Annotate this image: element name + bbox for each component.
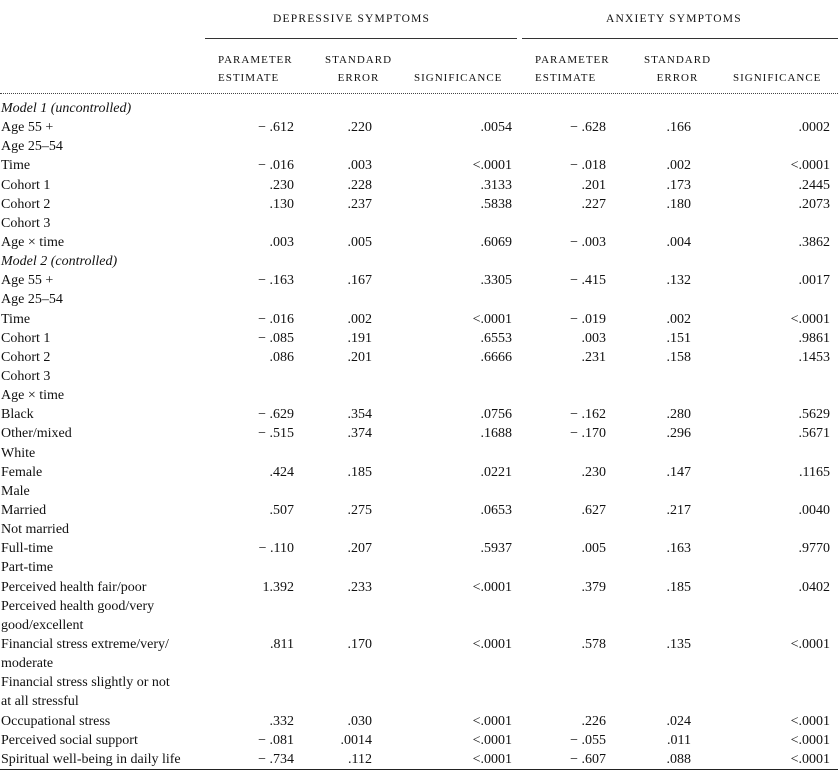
cell-dep-standard-error: .354 [347,407,372,423]
cell-dep-parameter-estimate: − .081 [258,732,294,748]
table-row [0,137,838,156]
cell-anx-parameter-estimate: − .019 [570,311,606,327]
group-rule-depressive [205,38,517,39]
cell-anx-parameter-estimate: .226 [581,713,606,729]
row-label [1,214,50,233]
row-label [1,578,146,597]
row-label [1,673,170,711]
cell-anx-standard-error: .088 [666,751,691,767]
cell-dep-standard-error: .005 [347,234,372,250]
cell-anx-significance: .5671 [798,426,830,442]
row-label [1,750,181,769]
cell-dep-significance: <.0001 [472,751,512,767]
table-row [0,558,838,577]
row-label [1,271,53,290]
row-label-line: Not married [1,522,70,538]
cell-anx-standard-error: .151 [666,330,691,346]
col-head-anx-standard-error [644,51,711,87]
cell-dep-significance: .0653 [480,502,512,518]
table-row [0,444,838,463]
cell-dep-standard-error: .237 [347,196,372,212]
cell-anx-significance: <.0001 [790,713,830,729]
cell-anx-standard-error: .002 [666,158,691,174]
table-row [0,482,838,501]
row-label [1,405,34,424]
row-label [1,310,30,329]
cell-dep-parameter-estimate: .507 [269,502,294,518]
cell-anx-standard-error: .280 [666,407,691,423]
cell-dep-significance: .1688 [480,426,512,442]
cell-anx-parameter-estimate: − .415 [570,273,606,289]
cell-dep-standard-error: .233 [347,579,372,595]
cell-dep-standard-error: .374 [347,426,372,442]
table-row [0,329,838,348]
table-row [0,271,838,290]
table-row [0,386,838,405]
col-head-line: STANDARD [644,54,712,66]
row-label-line: Part-time [1,560,54,576]
cell-anx-parameter-estimate: .231 [581,349,606,365]
row-label [1,233,64,252]
cell-dep-standard-error: .112 [348,751,372,767]
cell-anx-significance: <.0001 [790,311,830,327]
section-heading-row [0,252,838,271]
cell-anx-standard-error: .002 [666,311,691,327]
table-row [0,424,838,443]
cell-anx-standard-error: .158 [666,349,691,365]
cell-dep-parameter-estimate: 1.392 [262,579,294,595]
cell-dep-significance: .6069 [480,234,512,250]
cell-dep-parameter-estimate: .332 [269,713,294,729]
cell-anx-significance: .9770 [798,541,830,557]
table-body [0,99,838,769]
cell-anx-standard-error: .147 [666,464,691,480]
cell-anx-parameter-estimate: .201 [581,177,606,193]
table-row [0,195,838,214]
cell-dep-parameter-estimate: − .016 [258,158,294,174]
col-head-line: STANDARD [325,54,393,66]
cell-dep-significance: .6553 [480,330,512,346]
row-label [1,386,64,405]
cell-dep-standard-error: .191 [347,330,372,346]
cell-dep-parameter-estimate: .811 [270,636,294,652]
cell-anx-parameter-estimate: − .607 [570,751,606,767]
row-label-line: Other/mixed [1,426,72,442]
row-label [1,195,50,214]
row-label [1,501,46,520]
cell-dep-standard-error: .167 [347,273,372,289]
row-label-line: Cohort 3 [1,368,51,384]
row-label [1,156,30,175]
cell-anx-parameter-estimate: .227 [581,196,606,212]
cell-anx-significance: <.0001 [790,751,830,767]
col-head-dep-significance: SIGNIFICANCE [414,72,503,84]
cell-dep-significance: <.0001 [472,158,512,174]
col-head-line: ESTIMATE [535,72,597,84]
row-label-line: at all stressful [1,694,79,710]
row-label [1,176,50,195]
header-divider [0,93,838,94]
cell-dep-significance: .3305 [480,273,512,289]
cell-anx-significance: .0040 [798,502,830,518]
row-label-line: White [1,445,36,461]
cell-anx-significance: .0002 [798,120,830,136]
row-label-line: Model 2 (controlled) [1,254,118,270]
table-row [0,520,838,539]
row-label-line: Age 25–54 [1,292,63,308]
cell-anx-significance: .9861 [798,330,830,346]
group-header-depressive: DEPRESSIVE SYMPTOMS [273,13,431,25]
col-head-line: PARAMETER [218,54,293,66]
row-label-line: Age 55 + [1,273,54,289]
row-label-line: Black [1,407,34,423]
row-label [1,118,53,137]
row-label [1,367,50,386]
table-row [0,405,838,424]
col-head-line: PARAMETER [535,54,610,66]
row-label [1,597,154,635]
row-label [1,137,63,156]
cell-anx-significance: .5629 [798,407,830,423]
table-row [0,290,838,309]
table-row [0,367,838,386]
row-label-line: Financial stress slightly or not [1,675,170,691]
row-label-line: Time [1,158,31,174]
cell-anx-standard-error: .166 [666,120,691,136]
table-row [0,348,838,367]
cell-dep-standard-error: .201 [347,349,372,365]
cell-anx-significance: .0402 [798,579,830,595]
row-label-line: Married [1,502,47,518]
cell-dep-parameter-estimate: .230 [269,177,294,193]
cell-anx-significance: .3862 [798,234,830,250]
table-row [0,156,838,175]
col-head-line: ERROR [337,72,380,84]
cell-anx-significance: .1453 [798,349,830,365]
cell-anx-parameter-estimate: .003 [581,330,606,346]
table-row [0,118,838,137]
group-rule-anxiety [522,38,838,39]
cell-dep-parameter-estimate: − .612 [258,120,294,136]
cell-dep-significance: .0756 [480,407,512,423]
cell-dep-significance: <.0001 [472,579,512,595]
cell-anx-standard-error: .185 [666,579,691,595]
row-label [1,348,50,367]
table-row [0,501,838,520]
cell-anx-standard-error: .296 [666,426,691,442]
row-label-line: moderate [1,655,54,671]
cell-anx-parameter-estimate: .627 [581,502,606,518]
row-label-line: Male [1,483,30,499]
cell-dep-parameter-estimate: .086 [269,349,294,365]
table-row [0,214,838,233]
cell-anx-parameter-estimate: .230 [581,464,606,480]
row-label-line: Cohort 1 [1,177,51,193]
row-label [1,635,169,673]
table-row [0,731,838,750]
row-label [1,731,138,750]
cell-anx-standard-error: .173 [666,177,691,193]
table-row [0,635,838,673]
row-label [1,329,50,348]
cell-dep-standard-error: .0014 [340,732,372,748]
cell-anx-standard-error: .132 [666,273,691,289]
cell-anx-parameter-estimate: − .055 [570,732,606,748]
row-label-line: Female [1,464,43,480]
cell-dep-significance: <.0001 [472,636,512,652]
col-head-dep-standard-error [325,51,392,87]
cell-dep-significance: .3133 [480,177,512,193]
row-label-line: Cohort 3 [1,215,51,231]
cell-dep-standard-error: .030 [347,713,372,729]
cell-anx-standard-error: .217 [666,502,691,518]
cell-anx-parameter-estimate: .578 [581,636,606,652]
cell-dep-significance: .5937 [480,541,512,557]
cell-dep-significance: <.0001 [472,311,512,327]
table-row [0,597,838,635]
cell-dep-standard-error: .207 [347,541,372,557]
cell-anx-significance: .2073 [798,196,830,212]
cell-anx-standard-error: .180 [666,196,691,212]
cell-anx-standard-error: .135 [666,636,691,652]
row-label [1,482,30,501]
row-label-line: Cohort 2 [1,349,51,365]
cell-anx-significance: .2445 [798,177,830,193]
cell-dep-standard-error: .170 [347,636,372,652]
row-label-line: Cohort 2 [1,196,51,212]
row-label-line: Age × time [1,388,65,404]
section-heading [1,99,131,118]
cell-anx-standard-error: .163 [666,541,691,557]
cell-dep-significance: .5838 [480,196,512,212]
row-label [1,424,72,443]
cell-dep-significance: <.0001 [472,732,512,748]
cell-anx-significance: <.0001 [790,636,830,652]
cell-dep-significance: .6666 [480,349,512,365]
cell-dep-parameter-estimate: − .016 [258,311,294,327]
cell-dep-significance: <.0001 [472,713,512,729]
cell-anx-parameter-estimate: − .018 [570,158,606,174]
cell-dep-standard-error: .275 [347,502,372,518]
cell-anx-significance: <.0001 [790,732,830,748]
cell-anx-standard-error: .024 [666,713,691,729]
table-row [0,233,838,252]
table-row [0,673,838,711]
row-label-line: Cohort 1 [1,330,51,346]
row-label-line: Age × time [1,234,65,250]
cell-dep-standard-error: .220 [347,120,372,136]
table-row [0,310,838,329]
cell-dep-standard-error: .228 [347,177,372,193]
section-heading [1,252,117,271]
row-label-line: Financial stress extreme/very/ [1,636,169,652]
cell-dep-parameter-estimate: − .734 [258,751,294,767]
cell-dep-parameter-estimate: − .163 [258,273,294,289]
col-head-anx-significance: SIGNIFICANCE [733,72,822,84]
col-head-dep-parameter-estimate [218,51,293,87]
cell-dep-parameter-estimate: − .110 [258,541,294,557]
cell-dep-parameter-estimate: − .085 [258,330,294,346]
cell-dep-parameter-estimate: .130 [269,196,294,212]
row-label-line: Model 1 (uncontrolled) [1,101,132,116]
cell-anx-parameter-estimate: − .170 [570,426,606,442]
row-label [1,290,63,309]
row-label-line: Occupational stress [1,713,111,729]
col-head-anx-parameter-estimate [535,51,610,87]
cell-anx-parameter-estimate: .005 [581,541,606,557]
row-label-line: Age 55 + [1,120,54,136]
row-label [1,444,35,463]
cell-dep-parameter-estimate: − .629 [258,407,294,423]
cell-anx-significance: .0017 [798,273,830,289]
row-label [1,558,53,577]
group-header-anxiety: ANXIETY SYMPTOMS [606,13,742,25]
table-row [0,539,838,558]
bottom-rule [0,769,838,770]
row-label-line: Age 25–54 [1,139,63,155]
table-row [0,176,838,195]
cell-anx-significance: .1165 [799,464,830,480]
row-label-line: Perceived health good/very [1,598,155,614]
table-row [0,578,838,597]
row-label-line: Time [1,311,31,327]
row-label [1,539,53,558]
row-label [1,463,42,482]
row-label-line: Spiritual well-being in daily life [1,751,181,767]
cell-anx-parameter-estimate: − .162 [570,407,606,423]
cell-dep-significance: .0221 [480,464,512,480]
cell-dep-parameter-estimate: .003 [269,234,294,250]
row-label-line: good/excellent [1,617,84,633]
cell-anx-parameter-estimate: − .628 [570,120,606,136]
row-label-line: Perceived health fair/poor [1,579,147,595]
row-label-line: Perceived social support [1,732,138,748]
cell-dep-significance: .0054 [480,120,512,136]
row-label-line: Full-time [1,541,54,557]
cell-anx-significance: <.0001 [790,158,830,174]
table-row [0,712,838,731]
row-label [1,520,69,539]
cell-anx-parameter-estimate: − .003 [570,234,606,250]
section-heading-row [0,99,838,118]
col-head-line: ESTIMATE [218,72,280,84]
cell-dep-standard-error: .185 [347,464,372,480]
row-label [1,712,110,731]
cell-dep-parameter-estimate: − .515 [258,426,294,442]
table-row [0,463,838,482]
cell-anx-standard-error: .011 [667,732,691,748]
cell-anx-standard-error: .004 [666,234,691,250]
cell-dep-standard-error: .003 [347,158,372,174]
cell-dep-parameter-estimate: .424 [269,464,294,480]
cell-dep-standard-error: .002 [347,311,372,327]
col-head-line: ERROR [656,72,699,84]
table-row [0,750,838,769]
cell-anx-parameter-estimate: .379 [581,579,606,595]
